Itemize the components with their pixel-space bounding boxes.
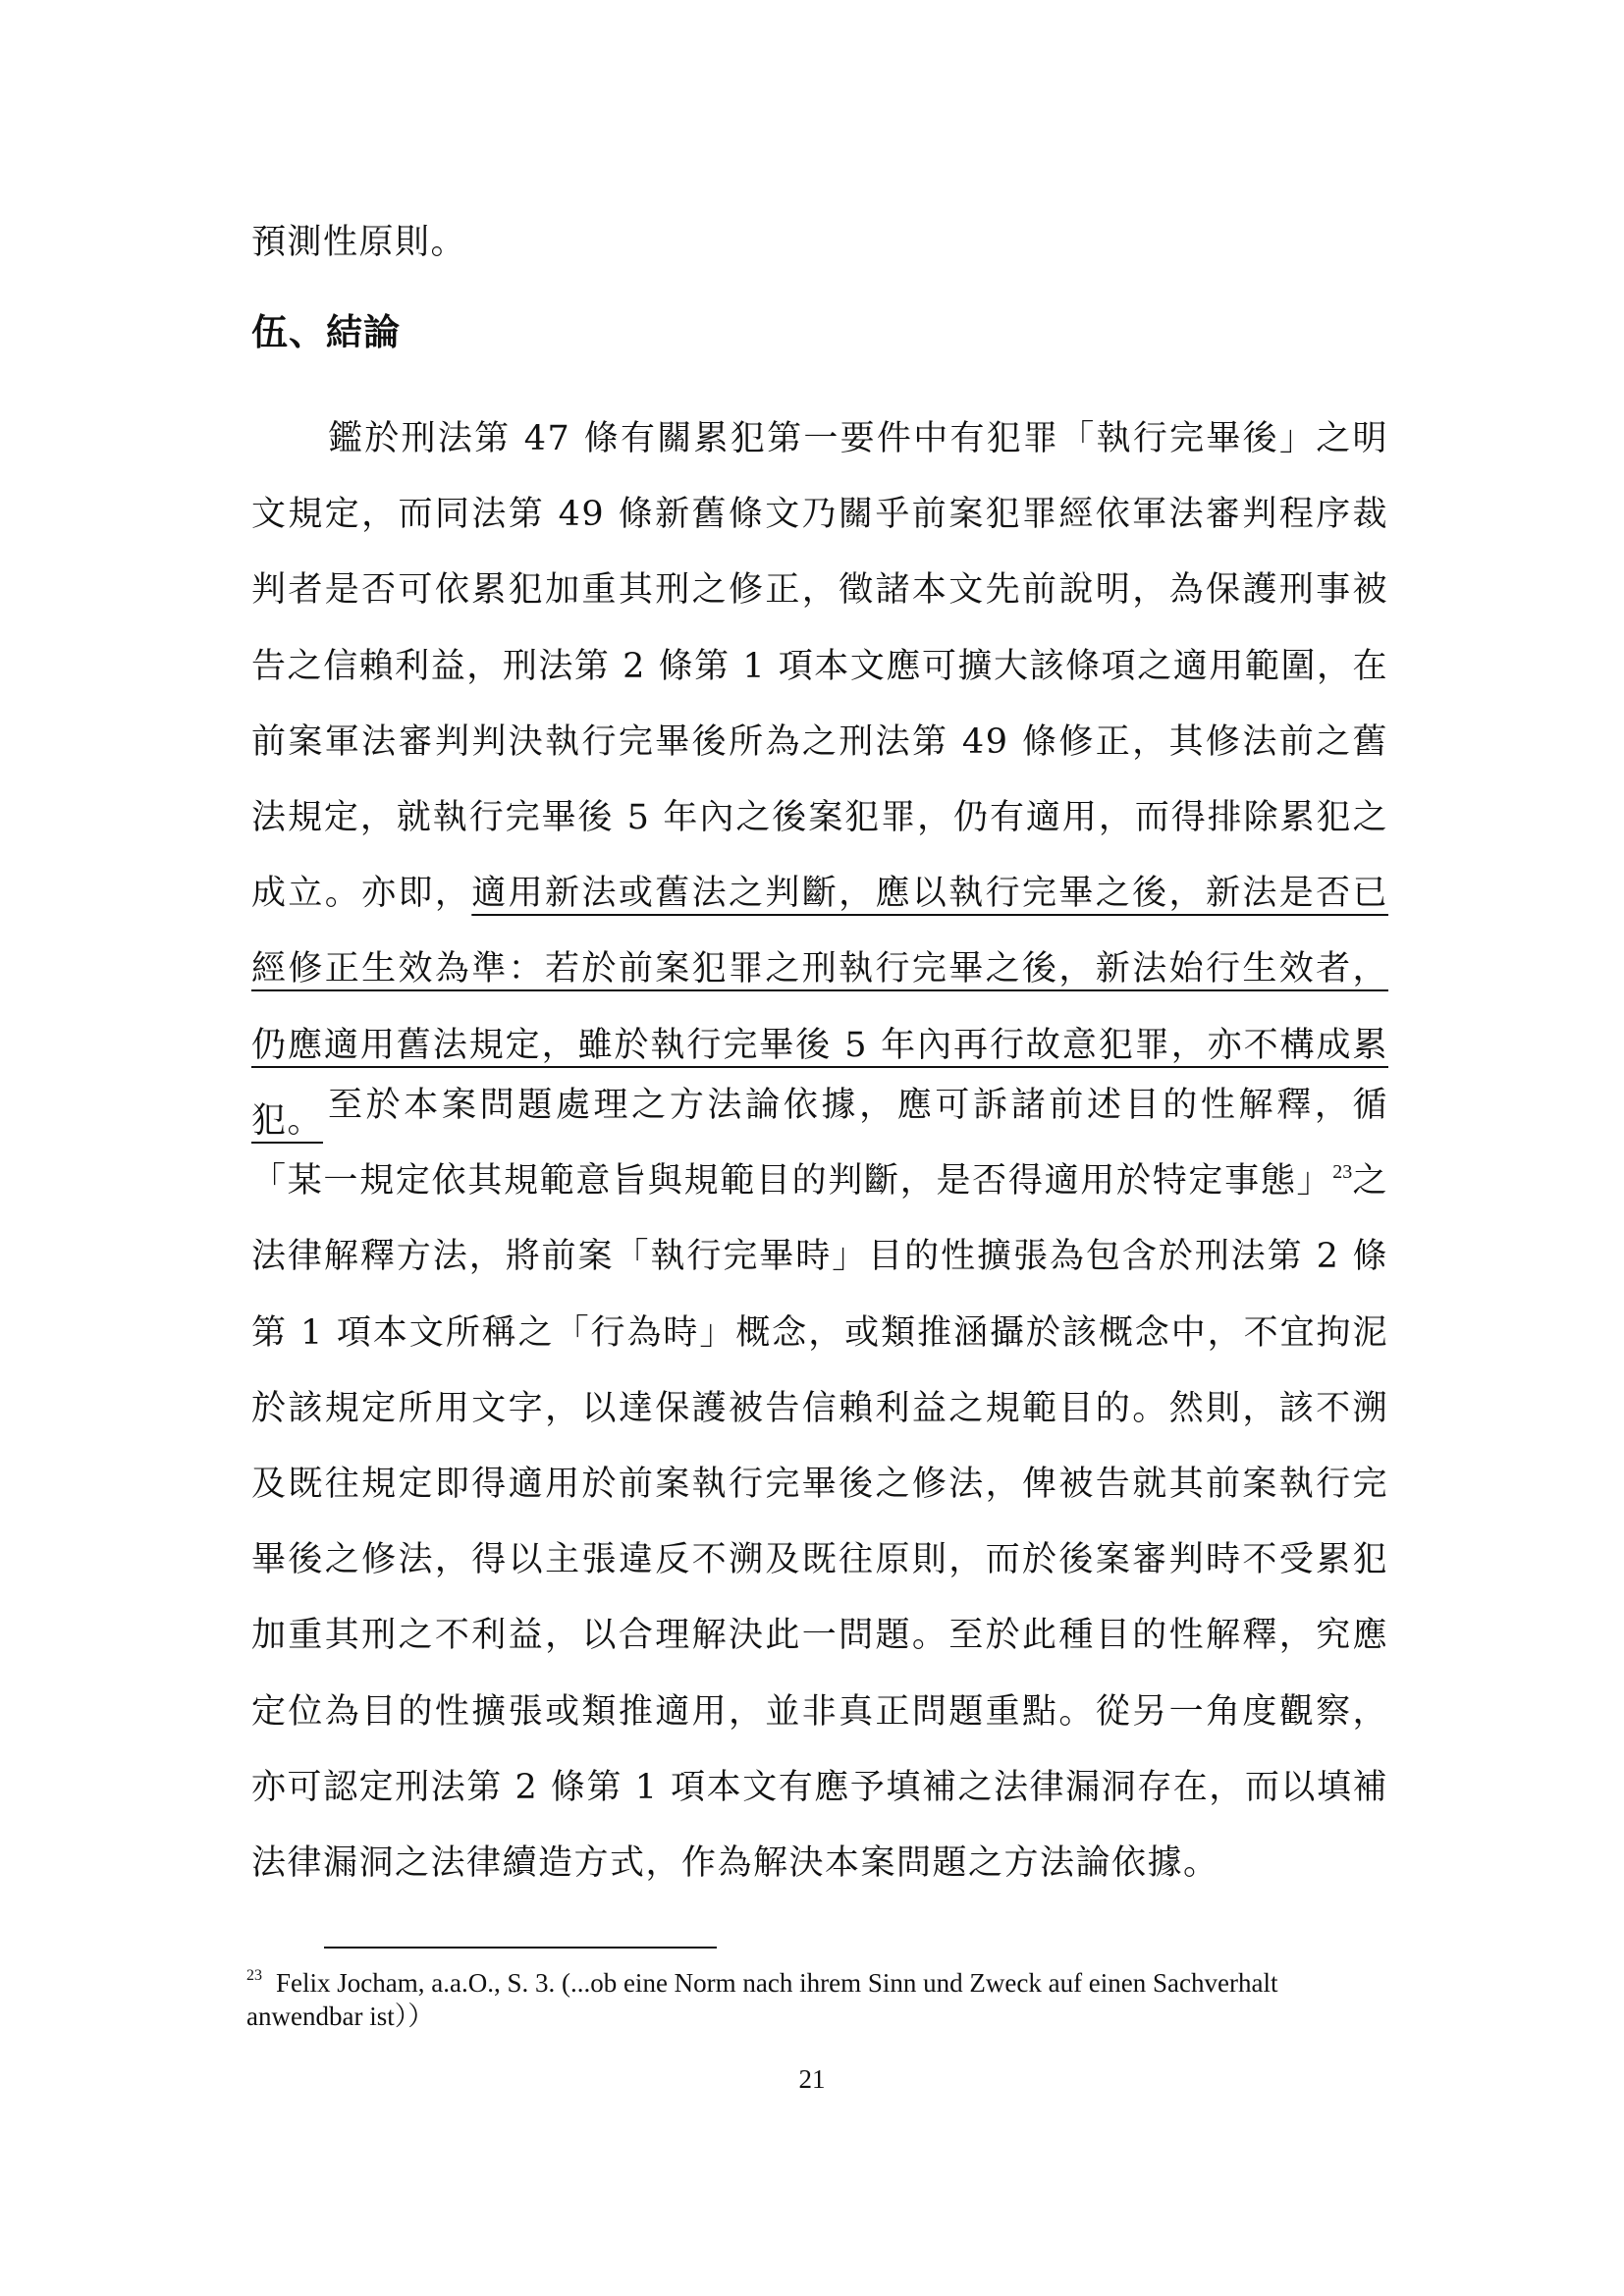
conclusion-paragraph-2 [251,1068,1388,1901]
footnote-reference[interactable]: 23 [1332,1161,1353,1184]
section-heading: 伍、結論 [251,310,401,353]
page-number: 21 [798,2064,826,2094]
conclusion-paragraph-1 [251,401,1388,1159]
underlined-emphasis: 適用新法或舊法之判斷，應以執行完畢之後，新法是否已經修正生效為準：若於前案犯罪之刑執行完畢之後，新法始行生效者，仍應適用舊法規定，雖於執行完畢後 5 年內再行故意犯罪，亦不構成累犯。 [251,874,1388,1141]
paragraph-text: 鑑於刑法第 47 條有關累犯第一要件中有犯罪「執行完畢後」之明文規定，而同法第 49 條新舊條文乃關乎前案犯罪經依軍法審判程序裁判者是否可依累犯加重其刑之修正，徵諸本文先前說明，為保護刑事被告之信賴利益，刑法第 2 條第 1 項本文應可擴大該條項之適用範圍，在前案軍法審判判決執行完畢後所為之刑法第 49 條修正，其修法前之舊法規定，就執行完畢後 5 年內之後案犯罪，仍有適用，而得排除累犯之成立。亦即， [251,419,1388,914]
footnote-separator [324,1947,717,1949]
paragraph-text: 至於本案問題處理之方法論依據，應可訴諸前述目的性解釋，循「某一規定依其規範意旨與規範目的判斷，是否得適用於特定事態」 [251,1086,1388,1201]
footnote [246,1959,1385,2033]
footnote-number: 23 [246,1967,262,1984]
footnote-text: Felix Jocham, a.a.O., S. 3. (...ob eine Norm nach ihrem Sinn und Zweck auf einen Sachverhalt anwendbar ist）） [246,1968,1278,2031]
paragraph-text: 之法律解釋方法，將前案「執行完畢時」目的性擴張為包含於刑法第 2 條第 1 項本文所稱之「行為時」概念，或類推涵攝於該概念中，不宜拘泥於該規定所用文字，以達保護被告信賴利益之規範目的。然則，該不溯及既往規定即得適用於前案執行完畢後之修法，俾被告就其前案執行完畢後之修法，得以主張違反不溯及既往原則，而於後案審判時不受累犯加重其刑之不利益，以合理解決此一問題。至於此種目的性解釋，究應定位為目的性擴張或類推適用，並非真正問題重點。從另一角度觀察，亦可認定刑法第 2 條第 1 項本文有應予填補之法律漏洞存在，而以填補法律漏洞之法律續造方式，作為解決本案問題之方法論依據。 [251,1161,1388,1884]
leading-text: 預測性原則。 [251,223,467,262]
